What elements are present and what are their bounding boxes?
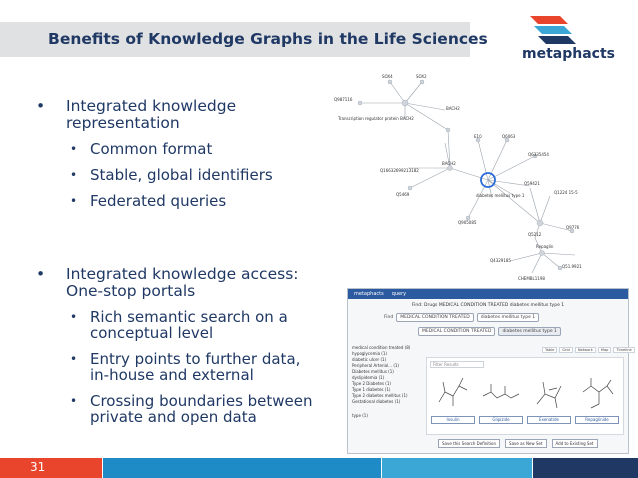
sub-bullet-common-format: • Common format (70, 140, 213, 158)
graph-node-label: Q16632699213182 (380, 168, 419, 173)
molecule-icon (527, 372, 571, 414)
graph-node-label: Q987116 (334, 97, 353, 102)
query-row-2 (418, 327, 561, 336)
graph-node-label: Q1224 15-5 (554, 190, 578, 195)
relation-pill-2[interactable]: MEDICAL CONDITION TREATED (418, 327, 495, 336)
facet-item[interactable]: dyslipidemia (1) (352, 375, 385, 380)
action-buttons (438, 439, 598, 448)
footer-band-light-blue (382, 458, 532, 478)
graph-node-label: Q59421 (524, 181, 540, 186)
graph-node-label: BACH2 (446, 106, 460, 111)
tab-map[interactable]: Map (598, 347, 612, 353)
facet-header[interactable]: medical condition treated (8) (352, 345, 411, 350)
graph-node-label: Q51.9921 (562, 264, 582, 269)
query-row (384, 313, 539, 322)
result-card-label: Insulin (431, 416, 475, 424)
tab-timeline[interactable]: Timeline (613, 347, 634, 353)
result-card-label: Repaglinide (575, 416, 619, 424)
graph-node-label: SOX2 (416, 74, 427, 79)
results-grid (426, 357, 624, 435)
tab-network[interactable]: Network (575, 347, 596, 353)
graph-node-label: CHEMBL1198 (518, 276, 545, 281)
bullet-integrated-access: • Integrated knowledge access: One-stop portals (36, 265, 299, 300)
relation-pill[interactable]: MEDICAL CONDITION TREATED (396, 313, 473, 322)
molecule-icon (431, 372, 475, 414)
sub-bullet-semantic-search: • Rich semantic search on a conceptual level (70, 308, 288, 342)
molecule-icon (479, 372, 523, 414)
add-existing-set-button[interactable]: Add to Existing Set (552, 439, 598, 448)
graph-node-label: Q6335454 (528, 152, 549, 157)
result-card[interactable] (431, 372, 475, 424)
logo-mark-icon (522, 12, 580, 46)
slide-title: Benefits of Knowledge Graphs in the Life Sciences (48, 30, 488, 48)
knowledge-graph[interactable] (330, 68, 630, 286)
filter-input[interactable]: Filter Results (430, 361, 484, 368)
footer-page-number-band (0, 458, 102, 478)
graph-node-label: BACH2 (442, 161, 456, 166)
facet-type[interactable]: type (1) (352, 413, 368, 418)
result-card[interactable] (479, 372, 523, 424)
facet-item[interactable]: diabetic ulcer (1) (352, 357, 387, 362)
sub-bullet-identifiers: • Stable, global identifiers (70, 166, 273, 184)
app-topbar (348, 289, 628, 299)
facet-item[interactable]: Diabetes mellitus (1) (352, 369, 394, 374)
save-new-set-button[interactable]: Save as New Set (505, 439, 546, 448)
molecule-icon (575, 372, 619, 414)
graph-node-label: Repaglin (536, 244, 554, 249)
sub-bullet-crossing-boundaries: • Crossing boundaries between private and open data (70, 392, 313, 426)
result-card[interactable] (527, 372, 571, 424)
graph-node-label: Q9776 (566, 225, 580, 230)
logo-text: metaphacts (522, 46, 615, 62)
graph-node-label: Q5469 (396, 192, 410, 197)
graph-node-label: Q905085 (458, 220, 477, 225)
result-card-label: Glipizide (479, 416, 523, 424)
metaphacts-logo (506, 12, 616, 64)
graph-node-label: Q4329185 (490, 258, 511, 263)
facet-item[interactable]: Peripheral Arterial... (1) (352, 363, 399, 368)
graph-node-label: Transcription regulator protein BACH2 (338, 116, 414, 121)
view-tabs (542, 347, 635, 353)
result-card-label: Exenatide (527, 416, 571, 424)
tab-grid[interactable]: Grid (559, 347, 573, 353)
sub-bullet-federated-queries: • Federated queries (70, 192, 227, 210)
facet-item[interactable]: hypoglycemia (1) (352, 351, 387, 356)
graph-node-label: Q5212 (528, 232, 542, 237)
facet-item[interactable]: Type 2 diabetes mellitus (1) (352, 393, 408, 398)
graph-node-label: diabetes mellitus type 1 (476, 193, 525, 198)
title-band (0, 22, 488, 57)
condition-pill[interactable]: diabetes mellitus type 1 (477, 313, 539, 322)
facet-item[interactable]: Type 2 Diabetes (1) (352, 381, 391, 386)
query-summary: Find: Drugs MEDICAL CONDITION TREATED diabetes mellitus type 1 (411, 303, 565, 308)
tab-table[interactable]: Table (542, 347, 557, 353)
footer-band-dark-blue (533, 458, 638, 478)
footer-band-blue (103, 458, 381, 478)
graph-node-label: E10 (474, 134, 482, 139)
result-card[interactable] (575, 372, 619, 424)
bullet-list (36, 98, 326, 425)
facet-item[interactable]: Type 1 diabetes (1) (352, 387, 391, 392)
find-label: Find (384, 315, 394, 320)
facet-sidebar (352, 345, 422, 443)
facet-item[interactable]: Gestational diabetes (1) (352, 399, 401, 404)
save-search-button[interactable]: Save this Search Definition (438, 439, 500, 448)
app-nav-query[interactable]: query (391, 291, 407, 297)
graph-node-label: SOX4 (382, 74, 393, 79)
page-number: 31 (30, 460, 46, 474)
sub-bullet-entry-points: • Entry points to further data, in-house and external (70, 350, 301, 384)
app-brand[interactable]: metaphacts (354, 291, 384, 297)
bullet-integrated-representation: • Integrated knowledge representation (36, 97, 237, 132)
graph-node-label: Q6063 (502, 134, 516, 139)
condition-pill-2[interactable]: diabetes mellitus type 1 (498, 327, 560, 336)
search-app-screenshot (347, 288, 632, 454)
